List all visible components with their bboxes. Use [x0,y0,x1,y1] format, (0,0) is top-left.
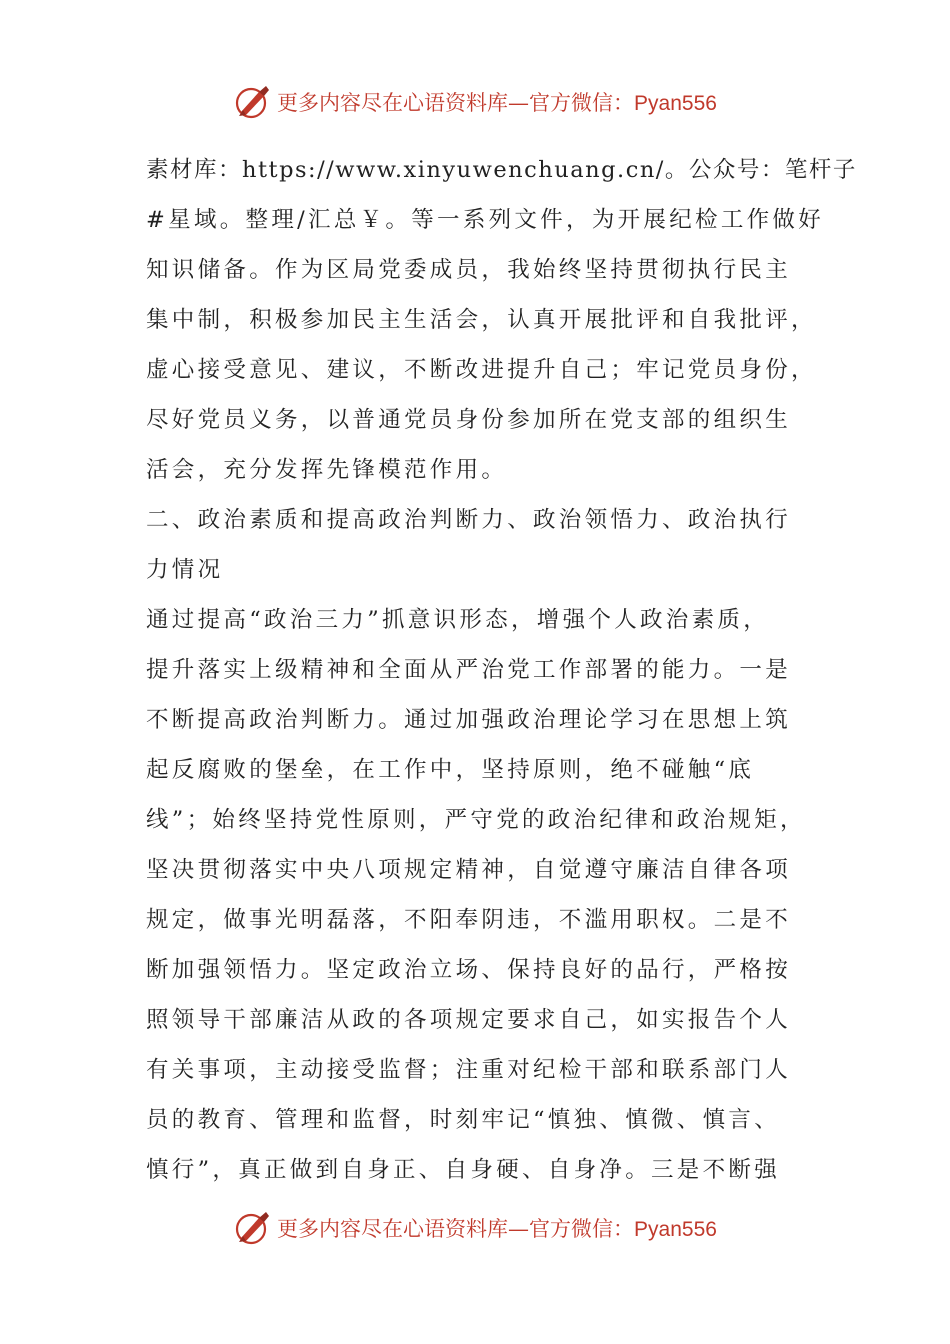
body-line-18: 照领导干部廉洁从政的各项规定要求自己，如实报告个人 [146,1007,792,1033]
body-line-5: 虚心接受意见、建议，不断改进提升自己；牢记党员身份， [146,357,817,383]
body-line-17: 断加强领悟力。坚定政治立场、保持良好的品行，严格按 [146,957,792,983]
body-line-10: 通过提高“政治三力”抓意识形态，增强个人政治素质， [146,607,770,633]
body-line-4: 集中制，积极参加民主生活会，认真开展批评和自我批评， [146,307,817,333]
body-line-2: #星域。整理/汇总￥。等一系列文件，为开展纪检工作做好 [146,207,825,233]
section-heading-line-1: 二、政治素质和提高政治判断力、政治领悟力、政治执行 [146,507,792,533]
body-line-20: 员的教育、管理和监督，时刻牢记“慎独、慎微、慎言、 [146,1107,781,1133]
body-line-21: 慎行”，真正做到自身正、自身硬、自身净。三是不断强 [146,1157,781,1183]
body-line-1: 素材库：https://www.xinyuwenchuang.cn/。公众号：笔杆子 [146,157,857,183]
body-line-6: 尽好党员义务，以普通党员身份参加所在党支部的组织生 [146,407,792,433]
footer-banner-text [277,1213,717,1243]
body-line-14: 线”；始终坚持党性原则，严守党的政治纪律和政治规矩， [146,807,806,833]
body-line-16: 规定，做事光明磊落，不阳奉阴违，不滥用职权。二是不 [146,907,792,933]
body-line-12: 不断提高政治判断力。通过加强政治理论学习在思想上筑 [146,707,792,733]
body-line-11: 提升落实上级精神和全面从严治党工作部署的能力。一是 [146,657,792,683]
document-body [146,145,857,1195]
header-banner-text [277,87,717,117]
header-banner-label: 更多内容尽在心语资料库—官方微信： [277,91,635,115]
body-line-7: 活会，充分发挥先锋模范作用。 [146,457,508,483]
body-line-19: 有关事项，主动接受监督；注重对纪检干部和联系部门人 [146,1057,792,1083]
pen-nib-icon [233,82,273,122]
footer-banner [0,1206,950,1250]
body-line-15: 坚决贯彻落实中央八项规定精神，自觉遵守廉洁自律各项 [146,857,792,883]
footer-banner-label: 更多内容尽在心语资料库—官方微信： [277,1217,635,1241]
body-line-3: 知识储备。作为区局党委成员，我始终坚持贯彻执行民主 [146,257,792,283]
section-heading-line-2: 力情况 [146,557,224,583]
header-wechat-id: Pyan556 [634,92,717,115]
footer-wechat-id: Pyan556 [634,1218,717,1241]
header-banner [0,80,950,124]
pen-nib-icon [233,1208,273,1248]
body-line-13: 起反腐败的堡垒，在工作中，坚持原则，绝不碰触“底 [146,757,755,783]
